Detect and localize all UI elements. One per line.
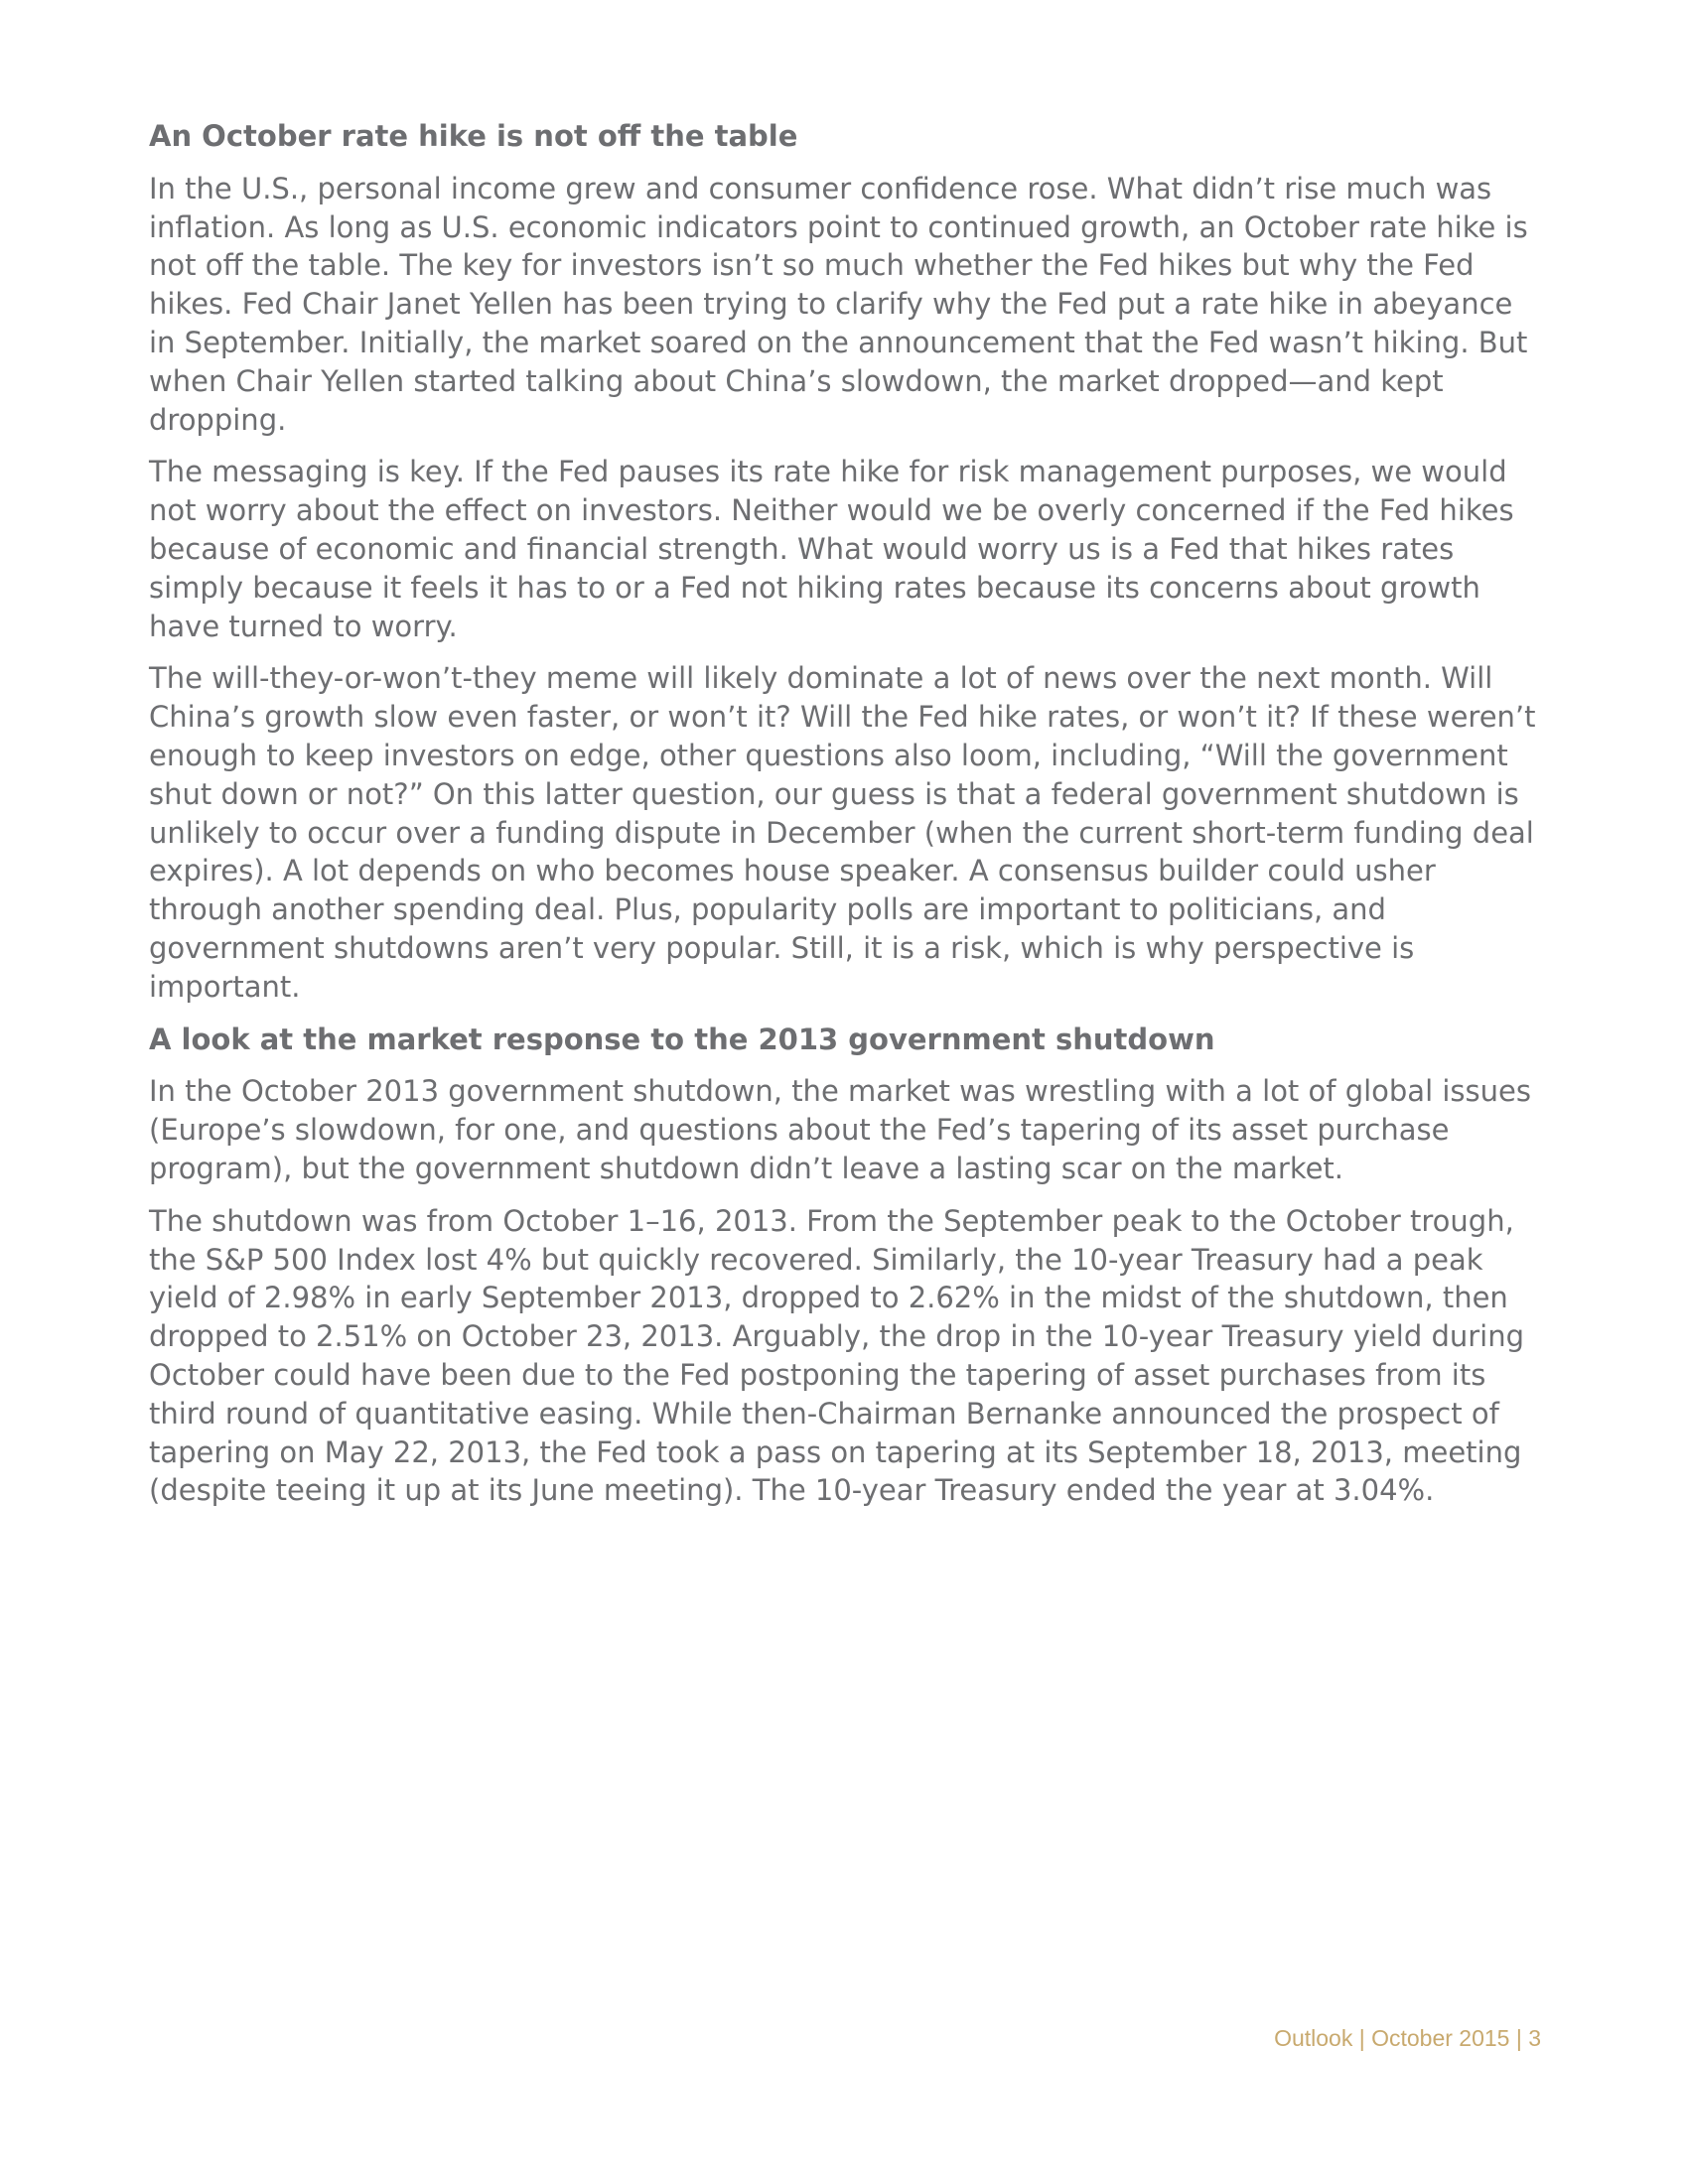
page-footer: Outlook | October 2015 | 3 [1274, 2025, 1541, 2051]
section-heading-rate-hike: An October rate hike is not off the table [149, 119, 798, 153]
paragraph-rate-hike-2: The messaging is key. If the Fed pauses its rate hike for risk management purposes, we would not worry about the effect on investors. Neither would we be overly concerned if the Fed hikes because of economic and financial strength. What would worry us is a Fed that hikes rates simply because it feels it has to or a Fed not hiking rates because its concerns about growth have turned to worry. [149, 455, 1514, 643]
section-heading-shutdown: A look at the market response to the 2013 government shutdown [149, 1022, 1215, 1056]
paragraph-rate-hike-3: The will-they-or-won’t-they meme will likely dominate a lot of news over the next month. Will China’s growth slow even faster, or won’t it? Will the Fed hike rates, or won’t it? If these weren’t enough to keep investors on edge, other questions also loom, including, “Will the government shut down or not?” On this latter question, our guess is that a federal government shutdown is unlikely to occur over a funding dispute in December (when the current short-term funding deal expires). A lot depends on who becomes house speaker. A consensus builder could usher through another spending deal. Plus, popularity polls are important to politicians, and government shutdowns aren’t very popular. Still, it is a risk, which is why perspective is important. [149, 661, 1536, 1004]
document-body [149, 117, 1539, 1524]
paragraph-rate-hike-1: In the U.S., personal income grew and consumer confidence rose. What didn’t rise much was inflation. As long as U.S. economic indicators point to continued growth, an October rate hike is not off the table. The key for investors isn’t so much whether the Fed hikes but why the Fed hikes. Fed Chair Janet Yellen has been trying to clarify why the Fed put a rate hike in abeyance in September. Initially, the market soared on the announcement that the Fed wasn’t hiking. But when Chair Yellen started talking about China’s slowdown, the market dropped—and kept dropping. [149, 171, 1528, 437]
paragraph-shutdown-2: The shutdown was from October 1–16, 2013. From the September peak to the October trough, the S&P 500 Index lost 4% but quickly recovered. Similarly, the 10-year Treasury had a peak yield of 2.98% in early September 2013, dropped to 2.62% in the midst of the shutdown, then dropped to 2.51% on October 23, 2013. Arguably, the drop in the 10-year Treasury yield during October could have been due to the Fed postponing the tapering of asset purchases from its third round of quantitative easing. While then-Chairman Bernanke announced the prospect of tapering on May 22, 2013, the Fed took a pass on tapering at its September 18, 2013, meeting (despite teeing it up at its June meeting). The 10-year Treasury ended the year at 3.04%. [149, 1203, 1525, 1508]
paragraph-shutdown-1: In the October 2013 government shutdown, the market was wrestling with a lot of global issues (Europe’s slowdown, for one, and questions about the Fed’s tapering of its asset purchase program), but the government shutdown didn’t leave a lasting scar on the market. [149, 1074, 1531, 1185]
